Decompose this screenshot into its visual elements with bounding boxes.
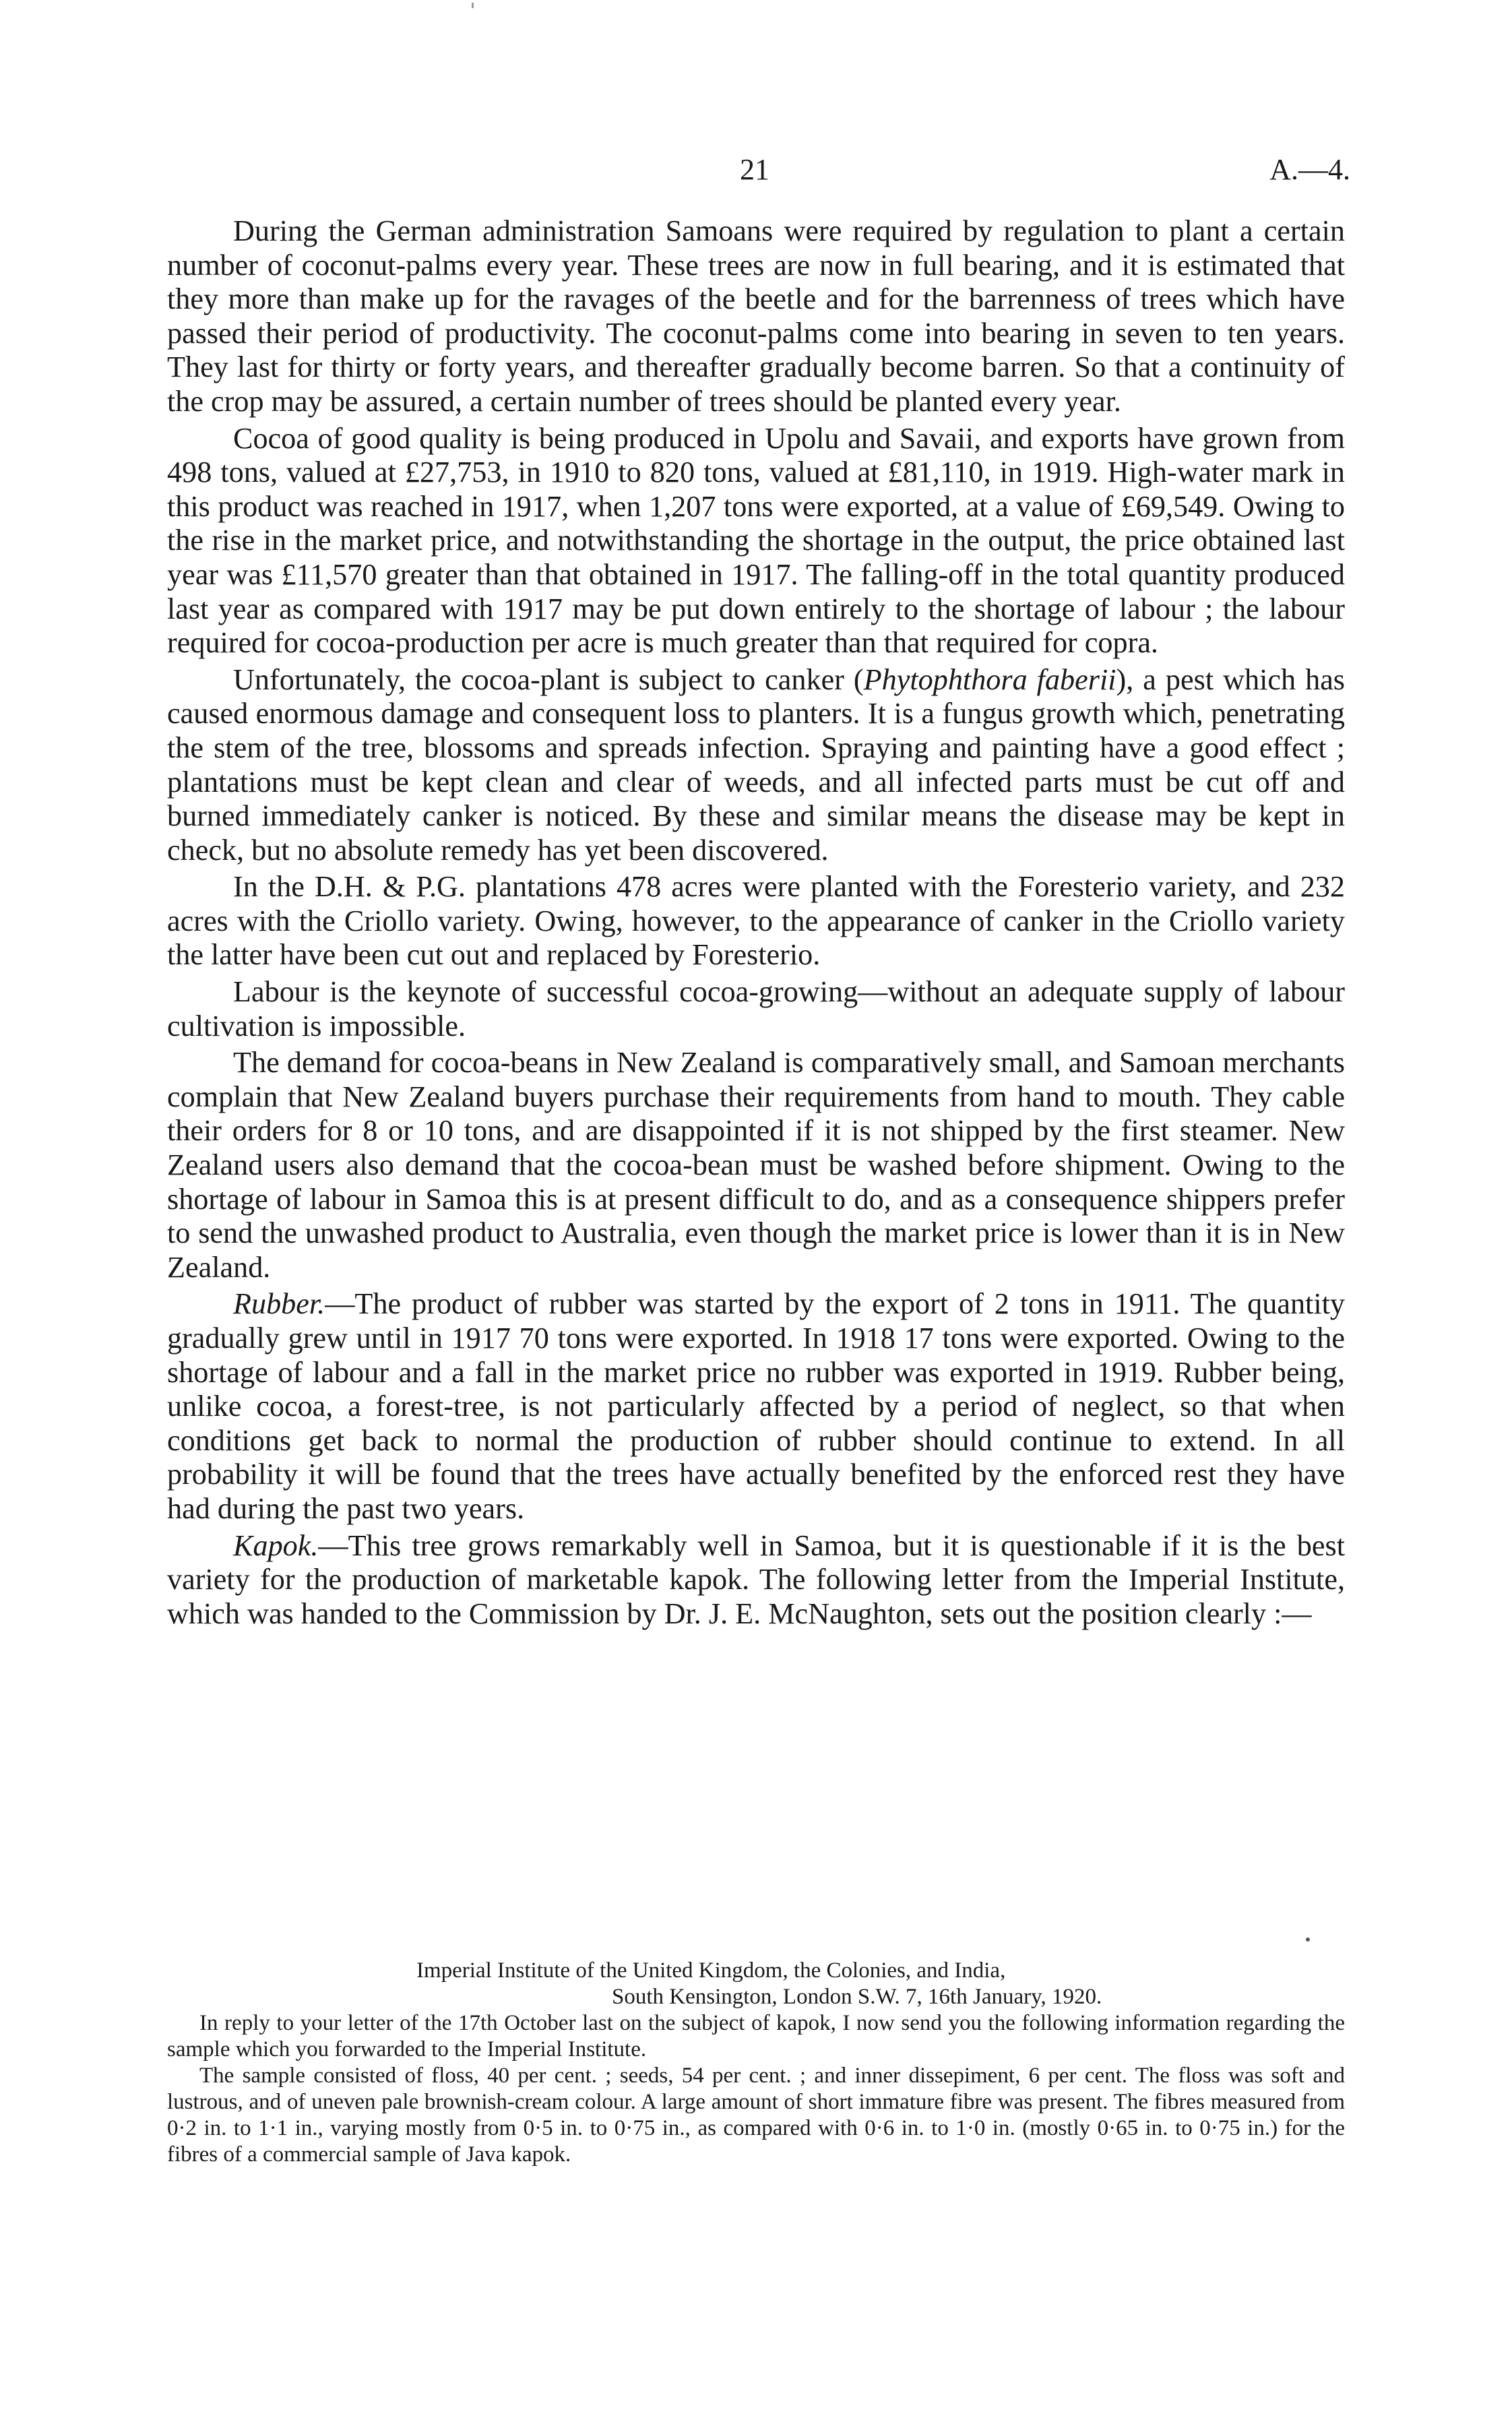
letter-paragraph-1: In reply to your letter of the 17th October last on the subject of kapok, I now send you the following information regarding the sample which you forwarded to the Imperial Institute. xyxy=(167,2011,1345,2061)
canker-text-after: ), a pest which has caused enormous damage and consequent loss to planters. It is a fungus growth which, penetrating the stem of the tree, blossoms and spreads infection. Spraying and painting have a good effect ; plantations must be kept clean and clear of weeds, and all infected parts must be cut off and burned immediately canker is noticed. By these and similar means the disease may be kept in check, but no absolute remedy has yet been discovered. xyxy=(167,662,1346,867)
letter-address-line-1: Imperial Institute of the United Kingdom, the Colonies, and India, xyxy=(416,1958,1006,1983)
letter-paragraph-2: The sample consisted of floss, 40 per cent. ; seeds, 54 per cent. ; and inner dissepiment, 6 per cent. The floss was soft and lustrous, and of uneven pale brownish-cream colour. A large amount of short immature fibre was present. The fibres measured from 0·2 in. to 1·1 in., varying mostly from 0·5 in. to 0·75 in., as compared with 0·6 in. to 1·0 in. (mostly 0·65 in. to 0·75 in.) for the fibres of a commercial sample of Java kapok. xyxy=(167,2064,1345,2167)
scan-mark xyxy=(1306,1937,1310,1942)
paragraph-rubber xyxy=(167,1287,1345,1526)
paragraph-plantations: In the D.H. & P.G. plantations 478 acres were planted with the Foresterio variety, and 232 acres with the Criollo variety. Owing, however, to the appearance of canker in the Criollo variety the latter have been cut out and replaced by Foresterio. xyxy=(167,870,1345,972)
canker-text-before: Unfortunately, the cocoa-plant is subject to canker ( xyxy=(233,662,864,696)
page-header xyxy=(0,150,1512,190)
paragraph-coconut-palms: During the German administration Samoans were required by regulation to plant a certain number of coconut-palms every year. These trees are now in full bearing, and it is estimated that they more than make up for the ravages of the beetle and for the barrenness of trees which have passed their period of productivity. The coconut-palms come into bearing in seven to ten years. They last for thirty or forty years, and thereafter gradually become barren. So that a continuity of the crop may be assured, a certain number of trees should be planted every year. xyxy=(167,214,1345,418)
rubber-heading: Rubber. xyxy=(233,1287,325,1321)
page-number: 21 xyxy=(740,153,769,186)
paragraph-canker xyxy=(167,663,1345,868)
paragraph-cocoa-exports: Cocoa of good quality is being produced in Upolu and Savaii, and exports have grown from 498 tons, valued at £27,753, in 1910 to 820 tons, valued at £81,110, in 1919. High-water mark in this product was reached in 1917, when 1,207 tons were exported, at a value of £69,549. Owing to the rise in the market price, and notwithstanding the shortage in the output, the price obtained last year was £11,570 greater than that obtained in 1917. The falling-off in the total quantity produced last year as compared with 1917 may be put down entirely to the shortage of labour ; the labour required for cocoa-production per acre is much greater than that required for copra. xyxy=(167,421,1345,660)
letter-address-line-2: South Kensington, London S.W. 7, 16th January, 1920. xyxy=(612,1985,1102,2009)
canker-species-name: Phytophthora faberii xyxy=(863,662,1116,696)
body-text xyxy=(167,214,1345,1631)
kapok-text: —This tree grows remarkably well in Samoa, but it is questionable if it is the best variety for the production of marketable kapok. The following letter from the Imperial Institute, which was handed to the Commission by Dr. J. E. McNaughton, sets out the position clearly :— xyxy=(167,1528,1345,1630)
paragraph-demand: The demand for cocoa-beans in New Zealand is comparatively small, and Samoan merchants complain that New Zealand buyers purchase their requirements from hand to mouth. They cable their orders for 8 or 10 tons, and are disappointed if it is not shipped by the first steamer. New Zealand users also demand that the cocoa-bean must be washed before shipment. Owing to the shortage of labour in Samoa this is at present difficult to do, and as a consequence shippers prefer to send the unwashed product to Australia, even though the market price is lower than it is in New Zealand. xyxy=(167,1046,1345,1284)
rubber-text: —The product of rubber was started by the export of 2 tons in 1911. The quantity gradually grew until in 1917 70 tons were exported. In 1918 17 tons were exported. Owing to the shortage of labour and a fall in the market price no rubber was exported in 1919. Rubber being, unlike cocoa, a forest-tree, is not particularly affected by a period of neglect, so that when conditions get back to normal the production of rubber should continue to extend. In all probability it will be found that the trees have actually benefited by the enforced rest they have had during the past two years. xyxy=(167,1287,1345,1525)
kapok-heading: Kapok. xyxy=(233,1528,319,1562)
paragraph-kapok xyxy=(167,1529,1345,1632)
document-reference: A.—4. xyxy=(1269,153,1350,186)
quoted-letter xyxy=(167,1958,1345,2168)
paragraph-labour: Labour is the keynote of successful cocoa-growing—without an adequate supply of labour cultivation is impossible. xyxy=(167,975,1345,1043)
scan-speck xyxy=(472,3,474,8)
